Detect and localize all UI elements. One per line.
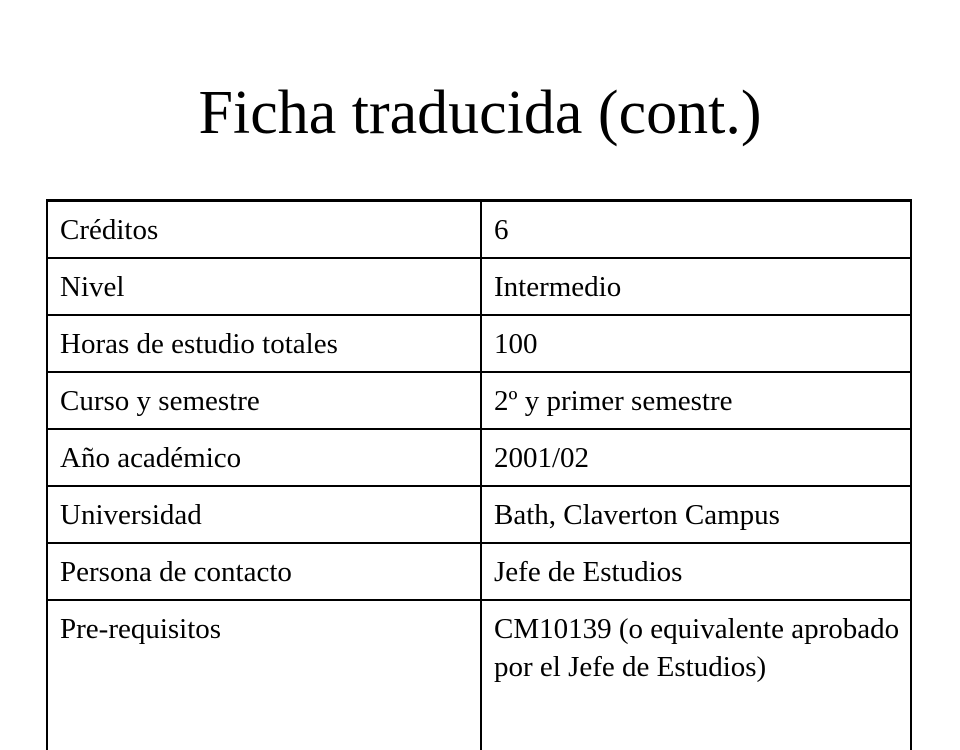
row-value-universidad: Bath, Claverton Campus [481,486,911,543]
row-label-universidad: Universidad [47,486,481,543]
row-label-contacto: Persona de contacto [47,543,481,600]
row-value-prerequisitos: CM10139 (o equivalente aprobado por el Jefe de Estudios) [481,600,911,750]
table-row [47,258,911,315]
slide-title: Ficha traducida (cont.) [198,79,762,147]
row-label-nivel: Nivel [47,258,481,315]
table-row [47,372,911,429]
row-value-ano: 2001/02 [481,429,911,486]
row-value-nivel: Intermedio [481,258,911,315]
table-row [47,201,911,259]
row-label-creditos: Créditos [47,201,481,259]
table-row [47,600,911,750]
table-row [47,543,911,600]
row-value-contacto: Jefe de Estudios [481,543,911,600]
table-row [47,315,911,372]
table-row [47,486,911,543]
row-label-curso: Curso y semestre [47,372,481,429]
table-row [47,429,911,486]
row-label-prerequisitos: Pre-requisitos [47,600,481,750]
row-label-ano: Año académico [47,429,481,486]
row-value-horas: 100 [481,315,911,372]
row-value-creditos: 6 [481,201,911,259]
course-info-table [46,199,912,750]
row-label-horas: Horas de estudio totales [47,315,481,372]
row-value-curso: 2º y primer semestre [481,372,911,429]
